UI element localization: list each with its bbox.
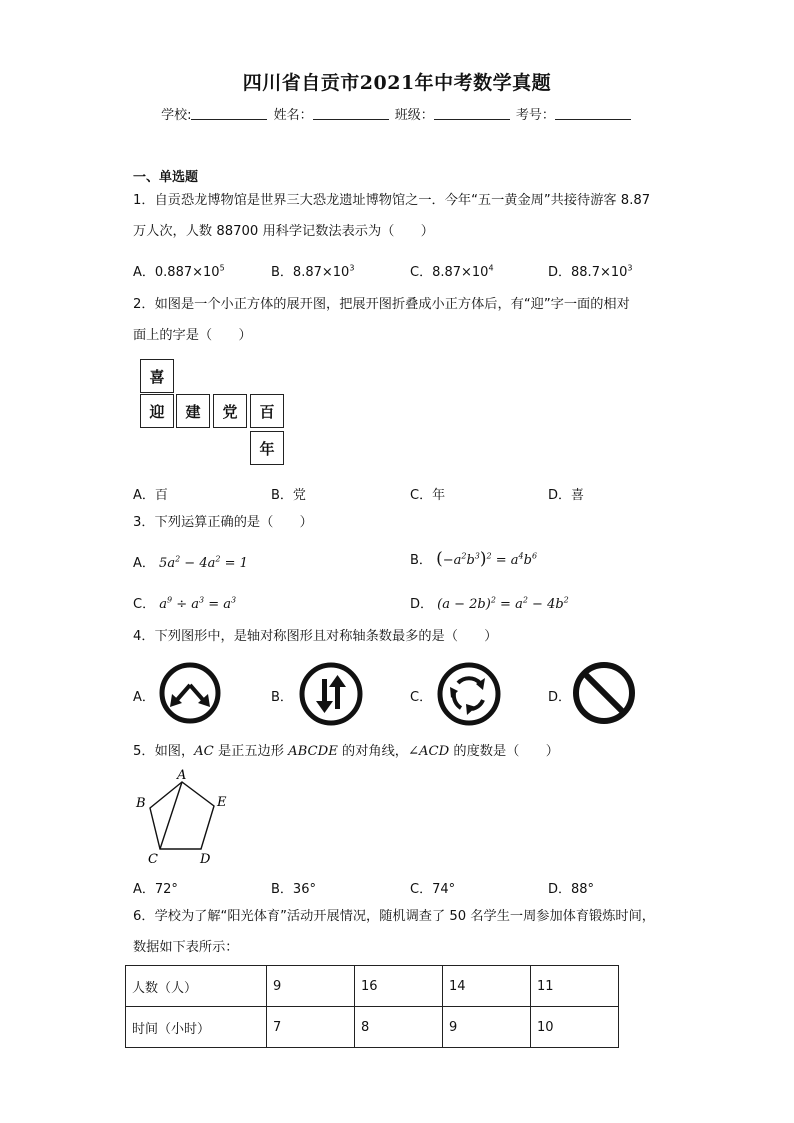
name-label: 姓名： <box>273 108 313 123</box>
diverging-arrows-sign-icon[interactable] <box>158 661 222 725</box>
class-label: 班级： <box>394 108 434 123</box>
q2-option-b[interactable]: B．党 <box>271 488 306 503</box>
roundabout-sign-icon[interactable] <box>436 661 502 727</box>
table-row <box>126 1007 619 1048</box>
section-heading: 一、单选题 <box>133 170 199 185</box>
table-cell: 7 <box>267 1007 355 1048</box>
page-title: 四川省自贡市2021年中考数学真题 <box>242 72 552 94</box>
school-blank[interactable] <box>191 107 267 120</box>
table-cell: 11 <box>531 966 619 1007</box>
q1-line1: 1．自贡恐龙博物馆是世界三大恐龙遗址博物馆之一．今年“五一黄金周”共接待游客 8.87 <box>133 193 651 208</box>
q3-option-d[interactable]: D． $(a - 2b)^2 = a^2 - 4b^2$ <box>410 595 569 612</box>
q4-option-c[interactable]: C． <box>410 690 433 705</box>
q3-option-c[interactable]: C． $a^9 \div a^3 = a^3$ <box>133 595 237 612</box>
exam-number-label: 考号： <box>515 108 555 123</box>
table-cell: 14 <box>443 966 531 1007</box>
vertex-label-a: A <box>177 768 187 783</box>
q5-option-a[interactable]: A．72° <box>133 882 178 897</box>
table-cell: 9 <box>443 1007 531 1048</box>
q2-option-d[interactable]: D．喜 <box>548 488 585 503</box>
q2-option-c[interactable]: C．年 <box>410 488 446 503</box>
net-cell-dang: 党 <box>213 394 247 428</box>
q1-option-d[interactable]: D．$88.7\times 10^3$ <box>548 263 633 280</box>
q5-option-b[interactable]: B．36° <box>271 882 316 897</box>
net-cell-bai: 百 <box>250 394 284 428</box>
student-info-line <box>0 104 794 123</box>
table-cell: 10 <box>531 1007 619 1048</box>
vertex-label-c: C <box>148 852 158 866</box>
table-cell: 16 <box>355 966 443 1007</box>
table-cell: 人数（人） <box>126 966 267 1007</box>
q4-option-d[interactable]: D． <box>548 690 572 705</box>
q2-line1: 2．如图是一个小正方体的展开图，把展开图折叠成小正方体后，有“迎”字一面的相对 <box>133 297 630 312</box>
q1-option-a[interactable]: A．$0.887\times 10^5$ <box>133 263 225 280</box>
class-blank[interactable] <box>434 107 510 120</box>
q5-option-d[interactable]: D．88° <box>548 882 595 897</box>
vertex-label-d: D <box>200 852 211 866</box>
q6-line2: 数据如下表所示： <box>133 940 239 955</box>
q2-option-a[interactable]: A．百 <box>133 488 168 503</box>
table-cell: 9 <box>267 966 355 1007</box>
table-cell: 8 <box>355 1007 443 1048</box>
net-cell-xi: 喜 <box>140 359 174 393</box>
table-cell: 时间（小时） <box>126 1007 267 1048</box>
two-way-traffic-sign-icon[interactable] <box>298 661 364 727</box>
prohibition-sign-icon[interactable] <box>572 661 636 725</box>
q4-option-b[interactable]: B． <box>271 690 293 705</box>
q5-text: 5．如图，AC 是正五边形 ABCDE 的对角线，∠ACD 的度数是（ ） <box>133 744 559 759</box>
q4-text: 4．下列图形中，是轴对称图形且对称轴条数最多的是（ ） <box>133 629 498 644</box>
net-cell-ying: 迎 <box>140 394 174 428</box>
net-cell-jian: 建 <box>176 394 210 428</box>
q3-text: 3．下列运算正确的是（ ） <box>133 515 313 530</box>
q3-formula-d: $(a - 2b)^2 = a^2 - 4b^2$ <box>437 595 569 612</box>
vertex-label-b: B <box>136 796 146 811</box>
q3-formula-a: $5a^2 - 4a^2 = 1$ <box>159 554 248 571</box>
net-cell-nian: 年 <box>250 431 284 465</box>
q3-option-b[interactable]: B． $(-a^2b^3)^2 = a^4b^6$ <box>410 549 538 569</box>
q1-line2: 万人次，人数 88700 用科学记数法表示为（ ） <box>133 224 434 239</box>
q3-formula-c: $a^9 \div a^3 = a^3$ <box>159 595 237 612</box>
exercise-data-table <box>125 965 619 1048</box>
table-row <box>126 966 619 1007</box>
q3-formula-b: $(-a^2b^3)^2 = a^4b^6$ <box>436 549 538 569</box>
q1-option-c[interactable]: C．$8.87\times 10^4$ <box>410 263 494 280</box>
school-label: 学校: <box>161 108 192 123</box>
q4-option-a[interactable]: A． <box>133 690 155 705</box>
q6-line1: 6．学校为了解“阳光体育”活动开展情况，随机调查了 50 名学生一周参加体育锻炼时间， <box>133 909 655 924</box>
pentagon-diagram <box>130 766 240 866</box>
name-blank[interactable] <box>313 107 389 120</box>
exam-number-blank[interactable] <box>555 107 631 120</box>
q2-line2: 面上的字是（ ） <box>133 328 252 343</box>
q3-option-a[interactable]: A． $5a^2 - 4a^2 = 1$ <box>133 554 248 571</box>
vertex-label-e: E <box>217 795 227 810</box>
q1-option-b[interactable]: B．$8.87\times 10^3$ <box>271 263 355 280</box>
q5-option-c[interactable]: C．74° <box>410 882 456 897</box>
